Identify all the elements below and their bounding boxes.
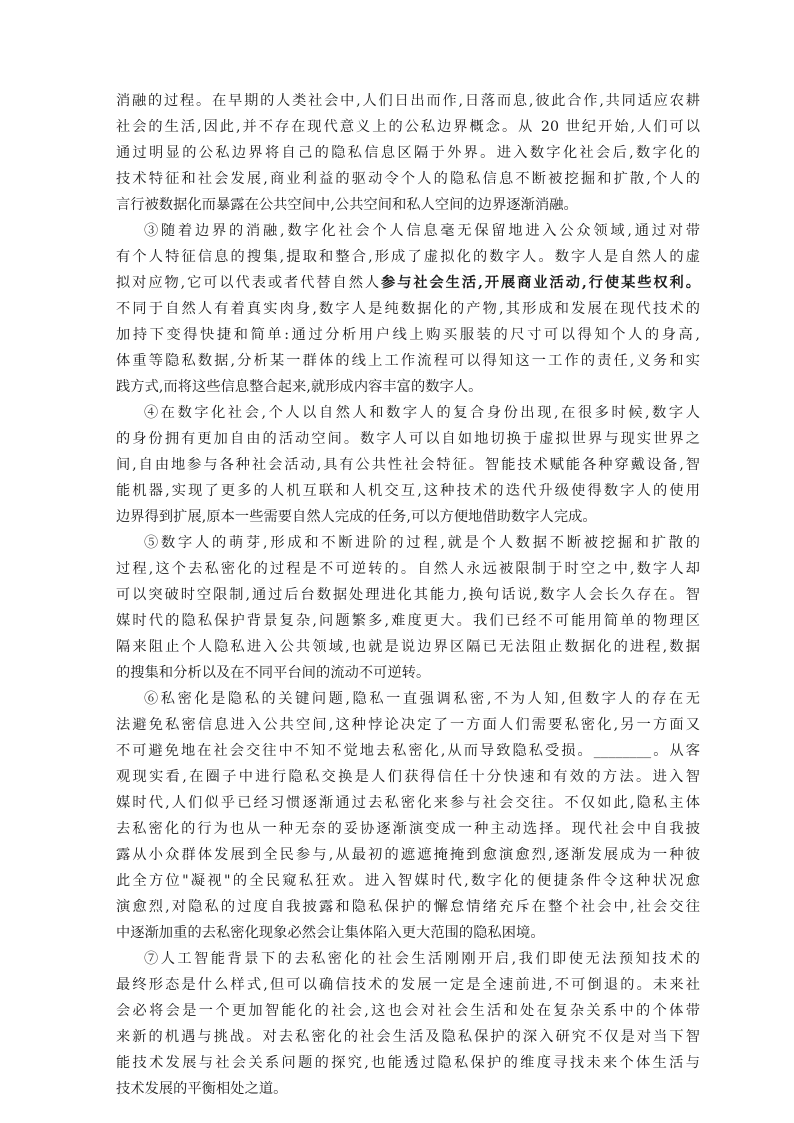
text-line: 技术发展的平衡相处之道。 — [116, 1081, 288, 1097]
text-line: 践方式,而将这些信息整合起来,就形成内容丰富的数字人。 — [116, 379, 483, 395]
paragraph-continuation — [116, 88, 700, 218]
paragraph-3 — [116, 218, 700, 400]
text-line: 不同于自然人有着真实肉身,数字人是纯数据化的产物,其形成和发展在现代技术的 — [116, 301, 700, 317]
text-line: 的身份拥有更加自由的活动空间。数字人可以自如地切换于虚拟世界与现实世界之 — [116, 431, 700, 447]
text-line: 来新的机遇与挑战。对去私密化的社会生活及隐私保护的深入研究不仅是对当下智 — [116, 1029, 700, 1045]
text-line: 消融的过程。在早期的人类社会中,人们日出而作,日落而息,彼此合作,共同适应农耕 — [116, 93, 700, 109]
text-line: 能技术发展与社会关系问题的探究,也能透过隐私保护的维度寻找未来个体生活与 — [116, 1055, 700, 1071]
text-line: 此全方位"凝视"的全民窥私狂欢。进入智媒时代,数字化的便捷条件令这种状况愈 — [116, 873, 700, 889]
text-line: ⑤数字人的萌芽,形成和不断进阶的过程,就是个人数据不断被挖掘和扩散的 — [144, 535, 700, 551]
text-line: 间,自由地参与各种社会活动,具有公共性社会特征。智能技术赋能各种穿戴设备,智 — [116, 457, 700, 473]
text-line: ⑦人工智能背景下的去私密化的社会生活刚刚开启,我们即使无法预知技术的 — [144, 951, 700, 967]
text-line: 技术特征和社会发展,商业利益的驱动令个人的隐私信息不断被挖掘和扩散,个人的 — [116, 171, 700, 187]
text-line: 隔来阻止个人隐私进入公共领域,也就是说边界区隔已无法阻止数据化的进程,数据 — [116, 639, 700, 655]
text-line-with-bold — [116, 270, 700, 296]
text-line: 言行被数据化而暴露在公共空间中,公共空间和私人空间的边界逐渐消融。 — [116, 197, 578, 213]
text-line: 的搜集和分析以及在不同平台间的流动不可逆转。 — [116, 665, 431, 681]
text-line: 加持下变得快捷和简单:通过分析用户线上购买服装的尺寸可以得知个人的身高, — [116, 327, 700, 343]
text-line: 可以突破时空限制,通过后台数据处理进化其能力,换句话说,数字人会长久存在。智 — [116, 587, 700, 603]
text-line: 社会的生活,因此,并不存在现代意义上的公私边界概念。从 20 世纪开始,人们可以 — [116, 119, 700, 135]
text-line: 中逐渐加重的去私密化现象必然会让集体陷入更大范围的隐私困境。 — [116, 925, 545, 941]
text-line: 媒时代的隐私保护背景复杂,问题繁多,难度更大。我们已经不可能用简单的物理区 — [116, 613, 700, 629]
paragraph-5 — [116, 530, 700, 686]
text-line: 露从小众群体发展到全民参与,从最初的遮遮掩掩到愈演愈烈,逐渐发展成为一种彼 — [116, 847, 700, 863]
text-line-with-blank: 不可避免地在社会交往中不知不觉地去私密化,从而导致隐私受损。________。从客 — [116, 743, 700, 759]
paragraph-4 — [116, 400, 700, 530]
paragraph-6 — [116, 686, 700, 946]
text-line: 通过明显的公私边界将自己的隐私信息区隔于外界。进入数字化社会后,数字化的 — [116, 145, 700, 161]
text-line: ③随着边界的消融,数字化社会个人信息毫无保留地进入公众领域,通过对带 — [144, 223, 700, 239]
article-body — [116, 88, 700, 1102]
text-line: 体重等隐私数据,分析某一群体的线上工作流程可以得知这一工作的责任,义务和实 — [116, 353, 700, 369]
text-line: 去私密化的行为也从一种无奈的妥协逐渐演变成一种主动选择。现代社会中自我披 — [116, 821, 700, 837]
text-line: 媒时代,人们似乎已经习惯逐渐通过去私密化来参与社会交往。不仅如此,隐私主体 — [116, 795, 700, 811]
text-line: 过程,这个去私密化的过程是不可逆转的。自然人永远被限制于时空之中,数字人却 — [116, 561, 700, 577]
text-line: 边界得到扩展,原本一些需要自然人完成的任务,可以方便地借助数字人完成。 — [116, 509, 597, 525]
text-line: 法避免私密信息进入公共空间,这种悖论决定了一方面人们需要私密化,另一方面又 — [116, 717, 700, 733]
text-line: 有个人特征信息的搜集,提取和整合,形成了虚拟化的数字人。数字人是自然人的虚 — [116, 249, 700, 265]
text-line: 最终形态是什么样式,但可以确信技术的发展一定是全速前进,不可倒退的。未来社 — [116, 977, 700, 993]
text-line: 会必将会是一个更加智能化的社会,这也会对社会生活和处在复杂关系中的个体带 — [116, 1003, 700, 1019]
text-line: ⑥私密化是隐私的关键问题,隐私一直强调私密,不为人知,但数字人的存在无 — [144, 691, 700, 707]
bold-emphasis: 参与社会生活,开展商业活动,行使某些权利。 — [381, 275, 700, 291]
text-segment: 拟对应物,它可以代表或者代替自然人 — [116, 275, 382, 291]
text-line: ④在数字化社会,个人以自然人和数字人的复合身份出现,在很多时候,数字人 — [144, 405, 700, 421]
paragraph-7 — [116, 946, 700, 1102]
text-line: 能机器,实现了更多的人机互联和人机交互,这种技术的迭代升级使得数字人的使用 — [116, 483, 700, 499]
text-line: 演愈烈,对隐私的过度自我披露和隐私保护的懈怠情绪充斥在整个社会中,社会交往 — [116, 899, 700, 915]
text-line: 观现实看,在圈子中进行隐私交换是人们获得信任十分快速和有效的方法。进入智 — [116, 769, 700, 785]
